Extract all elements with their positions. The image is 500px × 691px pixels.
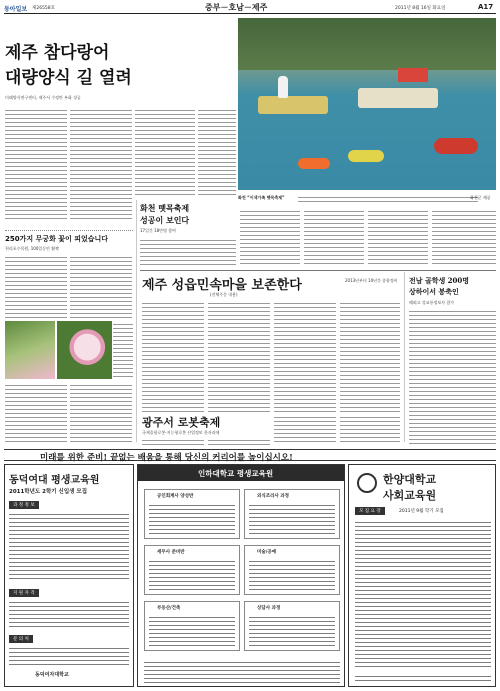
subhead-seongeup: (전체주문 내용) — [210, 292, 238, 297]
headline-seongeup: 제주 성읍민속마을 보존한다 — [142, 278, 302, 293]
article-mugunghwa-body-b — [70, 254, 132, 318]
ad-dongduk-logo: 동덕여자대학교 — [35, 672, 69, 678]
article-raft-body-col3 — [304, 208, 364, 267]
separator — [5, 230, 133, 231]
ad-inha-course-5 — [144, 601, 240, 651]
headline-robot-festival: 광주서 로봇축제 — [142, 416, 221, 429]
course-text — [149, 502, 235, 536]
raft-photo-caption-box — [238, 192, 496, 204]
subhead-robot: 국제융합로봇-지능형로봇 산업정보 한자리에 — [142, 430, 220, 435]
ad-hanyang-title: 한양대학교 — [383, 473, 437, 486]
ad-dongduk-apply-text — [9, 599, 129, 629]
ad-hanyang[interactable] — [348, 464, 496, 687]
article-raft-body-col5 — [432, 208, 496, 267]
raft-float-1 — [258, 96, 328, 114]
column-divider-left — [136, 200, 137, 442]
ad-dongduk-section: 과 정 정 보 — [9, 501, 39, 509]
ad-inha-course-1 — [144, 489, 240, 539]
raft-caption-lead: 화천 “이색가족 뗏목축제” — [238, 195, 285, 200]
hanyang-emblem — [357, 473, 377, 493]
paddler-3 — [298, 158, 330, 169]
ad-inha-course-2 — [244, 489, 340, 539]
course-name: 미술/공예 — [257, 550, 277, 555]
ad-hanyang-table — [355, 519, 491, 669]
course-name: 세무사 준비반 — [157, 550, 185, 555]
article-tuna-body-col1 — [5, 107, 67, 222]
article-mugunghwa-body-d — [70, 382, 132, 442]
page-number: A17 — [478, 3, 494, 11]
article-seongeup-col2 — [208, 300, 270, 412]
article-robot-body-3 — [274, 414, 336, 445]
paddler-2 — [348, 150, 384, 162]
photo-mugunghwa-garden — [5, 321, 55, 379]
raft-figure — [278, 76, 288, 98]
ad-inha[interactable] — [137, 464, 345, 687]
ad-inha-course-6 — [244, 601, 340, 651]
headline-raft-line2: 성공이 보인다 — [140, 215, 190, 225]
article-raft-body-col2 — [240, 208, 300, 267]
edition-label: 중부－호남－제주 — [205, 2, 268, 12]
raft-caption-text — [298, 194, 478, 203]
ad-inha-course-4 — [244, 545, 340, 595]
issue-number: 제26558호 — [32, 6, 56, 11]
ad-dongduk-inquiry-text — [9, 645, 129, 667]
headline-tuna-line2: 대량양식 길 열려 — [5, 68, 132, 88]
ad-dongduk-inquiry: 문 의 처 — [9, 635, 33, 643]
course-text — [149, 614, 235, 648]
ad-hanyang-recruit: 모 집 요 강 — [355, 507, 385, 515]
article-raft-body-col4 — [368, 208, 428, 267]
article-robot-body-1 — [142, 437, 204, 445]
article-robot-body-2 — [208, 437, 270, 445]
headline-jeonnam-students: 전남 골학생 200명 — [409, 276, 470, 285]
ad-inha-footer-text — [144, 659, 340, 683]
raft-float-2 — [358, 88, 438, 108]
header-rule — [4, 13, 496, 14]
course-name: 부동산/건축 — [157, 606, 181, 611]
article-tuna-body-col4 — [198, 107, 236, 197]
ad-dongduk-title: 동덕여대 평생교육원 — [9, 475, 100, 486]
mugunghwa-photo-caption — [113, 321, 133, 379]
photo-raft-festival — [238, 18, 496, 190]
ad-dongduk-term: 2011학년도 2학기 신입생 모집 — [9, 489, 88, 495]
headline-tuna-line1: 제주 참다랑어 — [5, 43, 110, 63]
article-seongeup-col3 — [274, 300, 336, 412]
mountain-shape — [238, 18, 496, 70]
ad-hanyang-center: 사회교육원 — [383, 489, 437, 502]
headline-jeonnam-line2: 상하이서 봉축인 — [409, 287, 459, 296]
ad-dongduk-apply: 지 원 자 격 — [9, 589, 39, 597]
article-mugunghwa-body-a — [5, 254, 67, 318]
paddler-1 — [434, 138, 478, 154]
ad-dongduk[interactable] — [4, 464, 134, 687]
course-name: 상담사 과정 — [257, 606, 281, 611]
course-text — [249, 614, 335, 648]
article-tuna-body-col3 — [135, 107, 195, 197]
headline-raft-line1: 화천 뗏목축제 — [140, 203, 190, 213]
article-mugunghwa-body-c — [5, 382, 67, 442]
raft-caption-credit: 화천군 제공 — [470, 195, 491, 200]
ad-dongduk-course-list — [9, 511, 129, 581]
subhead-mugunghwa: 천리포수목원, 100일동안 활짝 — [5, 246, 59, 251]
issue-date: 2011년 8월 16일 화요일 — [395, 6, 446, 11]
subhead-raft: 17일간 18만명 참여 — [140, 228, 176, 233]
course-name: 공인회계사 양성반 — [157, 494, 194, 499]
ad-hanyang-note: 2011년 9월 학기 모집 — [399, 509, 444, 514]
newspaper-logo: 동아일보 — [4, 6, 28, 13]
course-name: 외식조리사 과정 — [257, 494, 289, 499]
course-text — [249, 558, 335, 592]
seongeup-date-note: 2013년부터 10년간 종합정비 — [345, 278, 398, 283]
article-tuna-body-col2 — [70, 107, 132, 222]
article-seongeup-col1 — [142, 300, 204, 412]
ad-banner-title: 미래를 위한 준비! 끝없는 배움을 통해 당신의 커리어를 높이십시오! — [40, 453, 293, 463]
course-text — [149, 558, 235, 592]
headline-mugunghwa: 250가지 무궁화 꽃이 피었습니다 — [5, 235, 109, 243]
subhead-jeonnam: 해외고 성교통정보사 참가 — [409, 300, 455, 305]
ad-hanyang-footer — [355, 673, 491, 683]
ad-inha-title: 인하대학교 평생교육원 — [198, 469, 274, 478]
ad-banner-strip — [4, 449, 496, 461]
article-jeonnam-body — [409, 308, 496, 445]
subhead-tuna: 미래양식연구센터, 제주서 수정란 부화 성공 — [5, 95, 81, 100]
article-raft-body — [140, 237, 236, 267]
section-rule-mid — [140, 270, 496, 271]
photo-mugunghwa-flower — [57, 321, 112, 379]
raft-flag — [398, 68, 428, 82]
course-text — [249, 502, 335, 536]
column-divider-right — [404, 272, 405, 442]
article-seongeup-col4 — [340, 300, 400, 412]
ad-inha-course-3 — [144, 545, 240, 595]
article-robot-body-4 — [340, 414, 400, 445]
